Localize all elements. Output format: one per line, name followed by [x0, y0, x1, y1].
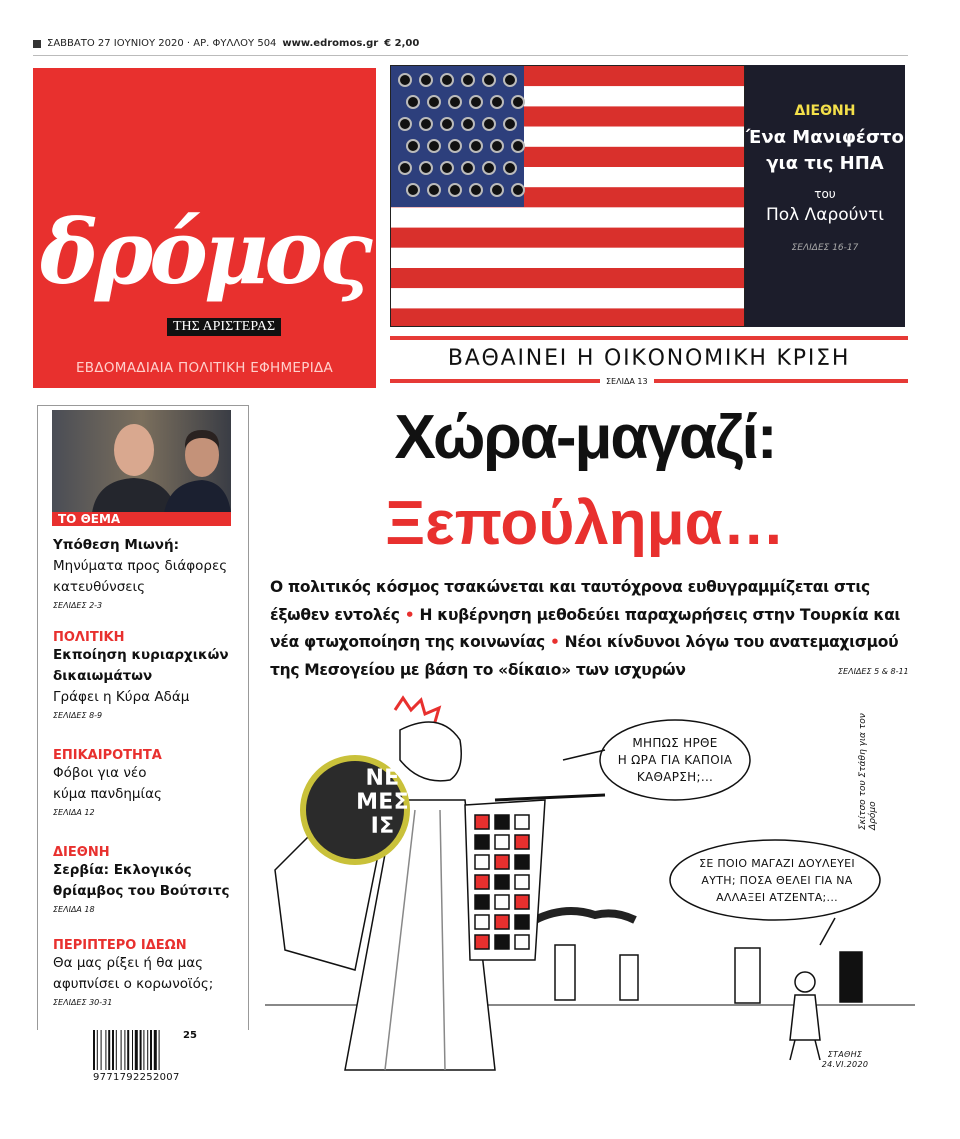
bullet-hole-icon — [420, 162, 432, 174]
bullet-hole-icon — [428, 184, 440, 196]
barcode-bar — [140, 1030, 142, 1070]
sidebar-item[interactable] — [53, 845, 243, 914]
feature-pages: ΣΕΛΙΔΕΣ 16-17 — [791, 243, 859, 253]
robe-pattern — [475, 915, 489, 929]
robe-pattern — [515, 855, 529, 869]
barcode-bar — [127, 1030, 129, 1070]
robe-pattern — [495, 855, 509, 869]
barcode-bar — [159, 1030, 160, 1070]
people-photo — [52, 410, 231, 513]
dateline — [33, 38, 419, 49]
robe-pattern — [475, 895, 489, 909]
robe-pattern — [495, 875, 509, 889]
bullet-hole-icon — [483, 162, 495, 174]
bullet-hole-icon — [449, 96, 461, 108]
bullet-hole-icon — [512, 184, 524, 196]
main-headline[interactable]: Χώρα-μαγαζί: — [394, 403, 776, 472]
flag-stripe — [391, 288, 745, 308]
barcode-bar — [135, 1030, 138, 1070]
banner-page: ΣΕΛΙΔΑ 13 — [600, 377, 654, 386]
bullet-hole-icon — [462, 74, 474, 86]
item-title: Σερβία: Εκλογικός θρίαμβος του Βούτσιτς — [53, 862, 230, 899]
robe-pattern — [515, 895, 529, 909]
bullet-hole-icon — [483, 118, 495, 130]
feature-author: Πολ Λαρούντι — [766, 205, 884, 225]
robe-pattern — [495, 915, 509, 929]
bullet-hole-icon — [399, 118, 411, 130]
flag-stripe — [391, 228, 745, 248]
barcode-bar — [97, 1030, 98, 1070]
price: € 2,00 — [384, 38, 420, 49]
lead-pages: ΣΕΛΙΔΕΣ 5 & 8-11 — [838, 667, 909, 676]
robe-pattern — [495, 815, 509, 829]
robe-pattern — [515, 815, 529, 829]
bullet-hole-icon — [428, 140, 440, 152]
feature-kicker: ΔΙΕΘΝΗ — [794, 103, 856, 119]
barcode-bar — [124, 1030, 125, 1070]
speech-bubble: ΣΕ ΠΟΙΟ ΜΑΓΑΖΙ ΔΟΥΛΕΥΕΙ ΑΥΤΗ; ΠΟΣΑ ΘΕΛΕΙ ΓΙΑ ΝΑ ΑΛΛΑΞΕΙ ΑΤΖΕΝΤΑ;... — [699, 857, 855, 904]
robe-pattern — [475, 815, 489, 829]
bullet-hole-icon — [504, 162, 516, 174]
bullet-hole-icon — [491, 184, 503, 196]
bullet-hole-icon — [407, 140, 419, 152]
barcode-bar — [105, 1030, 106, 1070]
robe-pattern — [475, 875, 489, 889]
bullet-hole-icon — [512, 140, 524, 152]
bullet-hole-icon — [470, 140, 482, 152]
lead-sentence: Ο πολιτικός κόσμος τσακώνεται και ταυτόχρονα ευθυγραμμίζεται στις έξωθεν εντολές — [270, 578, 870, 624]
barcode-bar — [112, 1030, 114, 1070]
robe-pattern — [475, 855, 489, 869]
date-issue: ΣΑΒΒΑΤΟ 27 ΙΟΥΝΙΟΥ 2020 · ΑΡ. ΦΥΛΛΟΥ 504 — [47, 38, 277, 49]
item-kicker: ΠΕΡΙΠΤΕΡΟ ΙΔΕΩΝ — [53, 938, 187, 953]
flag-stripe — [391, 268, 745, 288]
bullet-icon: • — [404, 605, 415, 624]
bullet-hole-icon — [441, 74, 453, 86]
item-subtitle: Θα μας ρίξει ή θα μας αφυπνίσει ο κορωνοϊός; — [53, 955, 214, 992]
banner-title[interactable]: ΒΑΘΑΙΝΕΙ Η ΟΙΚΟΝΟΜΙΚΗ ΚΡΙΣΗ — [447, 346, 851, 371]
website-link[interactable]: www.edromos.gr — [282, 38, 379, 49]
flag-stripe — [391, 248, 745, 268]
cartoon-credit: Σκίτσο του Στάθη για τον Δρόμο — [858, 713, 878, 830]
item-title: Εκποίηση κυριαρχικών δικαιωμάτων — [53, 647, 229, 684]
cartoon — [265, 690, 915, 1090]
item-subtitle: Φόβοι για νέο κύμα πανδημίας — [53, 765, 162, 802]
bullet-hole-icon — [470, 184, 482, 196]
bullet-hole-icon — [441, 118, 453, 130]
bullet-hole-icon — [441, 162, 453, 174]
barcode-bar — [101, 1030, 102, 1070]
item-pages: ΣΕΛΙΔΕΣ 30-31 — [53, 998, 113, 1007]
feature-title: Ένα Μανιφέστο για τις ΗΠΑ — [746, 127, 904, 174]
theme-label: ΤΟ ΘΕΜΑ — [52, 512, 231, 526]
item-kicker: ΠΟΛΙΤΙΚΗ — [53, 630, 125, 645]
tagline: ΕΒΔΟΜΑΔΙΑΙΑ ΠΟΛΙΤΙΚΗ ΕΦΗΜΕΡΙΔΑ — [75, 360, 334, 376]
divider — [33, 55, 908, 56]
robe-pattern — [515, 835, 529, 849]
bullet-hole-icon — [407, 184, 419, 196]
barcode-number: 9771792252007 — [93, 1072, 180, 1083]
bullet-hole-icon — [491, 96, 503, 108]
sidebar-item[interactable] — [53, 630, 243, 720]
robe-pattern — [515, 935, 529, 949]
lead-sentence: Νέοι κίνδυνοι λόγω του ανατεμαχισμού της Μεσογείου με βάση το «δίκαιο» των ισχυρών — [270, 633, 899, 679]
robe-pattern — [515, 875, 529, 889]
item-kicker: ΕΠΙΚΑΙΡΟΤΗΤΑ — [53, 748, 162, 763]
bullet-hole-icon — [483, 74, 495, 86]
us-flag-image — [390, 65, 745, 327]
sidebar-item[interactable] — [53, 748, 243, 817]
lead-text — [270, 574, 915, 684]
bullet-hole-icon — [504, 74, 516, 86]
barcode-bar — [132, 1030, 133, 1070]
barcode-bar — [150, 1030, 152, 1070]
item-pages: ΣΕΛΙΔΕΣ 8-9 — [53, 711, 103, 720]
barcode-bar — [93, 1030, 95, 1070]
robe-pattern — [475, 935, 489, 949]
robe-pattern — [515, 915, 529, 929]
item-title: Υπόθεση Μιωνή: — [53, 537, 179, 553]
logo-subtitle: ΤΗΣ ΑΡΙΣΤΕΡΑΣ — [167, 318, 281, 336]
barcode-bar — [147, 1030, 148, 1070]
bullet-hole-icon — [449, 140, 461, 152]
logo: δρόμος — [40, 200, 369, 304]
sidebar-item[interactable] — [53, 535, 243, 610]
bullet-hole-icon — [449, 184, 461, 196]
robe-pattern — [495, 895, 509, 909]
bullet-hole-icon — [399, 162, 411, 174]
lead-sentence: Η κυβέρνηση μεθοδεύει παραχωρήσεις στην Τουρκία και νέα φτωχοποίηση της κοινωνίας — [270, 605, 901, 651]
issue-code: 25 — [183, 1030, 197, 1041]
bullet-hole-icon — [504, 118, 516, 130]
item-kicker: ΔΙΕΘΝΗ — [53, 845, 110, 860]
item-subtitle: Γράφει η Κύρα Αδάμ — [53, 689, 190, 705]
barcode — [93, 1030, 179, 1070]
bullet-icon: • — [549, 633, 560, 651]
barcode-bar — [108, 1030, 110, 1070]
bullet-hole-icon — [420, 118, 432, 130]
flag-stripe — [391, 308, 745, 327]
bullet-hole-icon — [462, 118, 474, 130]
shield-text: ΝΕ ΜΕΣ ΙΣ — [356, 766, 409, 839]
speech-bubble: ΜΗΠΩΣ ΗΡΘΕ Η ΩΡΑ ΓΙΑ ΚΑΠΟΙΑ ΚΑΘΑΡΣΗ;... — [617, 736, 733, 784]
item-pages: ΣΕΛΙΔΑ 18 — [53, 905, 95, 914]
item-pages: ΣΕΛΙΔΕΣ 2-3 — [53, 601, 103, 610]
bullet-hole-icon — [420, 74, 432, 86]
signature: ΣΤΑΘΗΣ 24.VI.2020 — [821, 1050, 869, 1069]
bullet-hole-icon — [399, 74, 411, 86]
bullet-hole-icon — [491, 140, 503, 152]
bullet-hole-icon — [407, 96, 419, 108]
robe-pattern — [475, 835, 489, 849]
barcode-bar — [154, 1030, 157, 1070]
barcode-bar — [121, 1030, 122, 1070]
item-subtitle: Μηνύματα προς διάφορες κατευθύνσεις — [53, 558, 228, 595]
bullet-hole-icon — [462, 162, 474, 174]
square-bullet-icon — [33, 40, 41, 48]
sidebar-item[interactable] — [53, 938, 243, 1007]
bullet-hole-icon — [428, 96, 440, 108]
divider — [390, 336, 908, 340]
feature-box[interactable] — [745, 65, 905, 327]
flag-stripe — [391, 207, 745, 227]
bullet-hole-icon — [512, 96, 524, 108]
barcode-bar — [116, 1030, 117, 1070]
feature-by: του — [814, 187, 836, 201]
bullet-hole-icon — [470, 96, 482, 108]
main-subheadline: Ξεπούλημα… — [385, 489, 785, 558]
item-pages: ΣΕΛΙΔΑ 12 — [53, 808, 95, 817]
robe-pattern — [495, 835, 509, 849]
robe-pattern — [495, 935, 509, 949]
barcode-bar — [143, 1030, 144, 1070]
